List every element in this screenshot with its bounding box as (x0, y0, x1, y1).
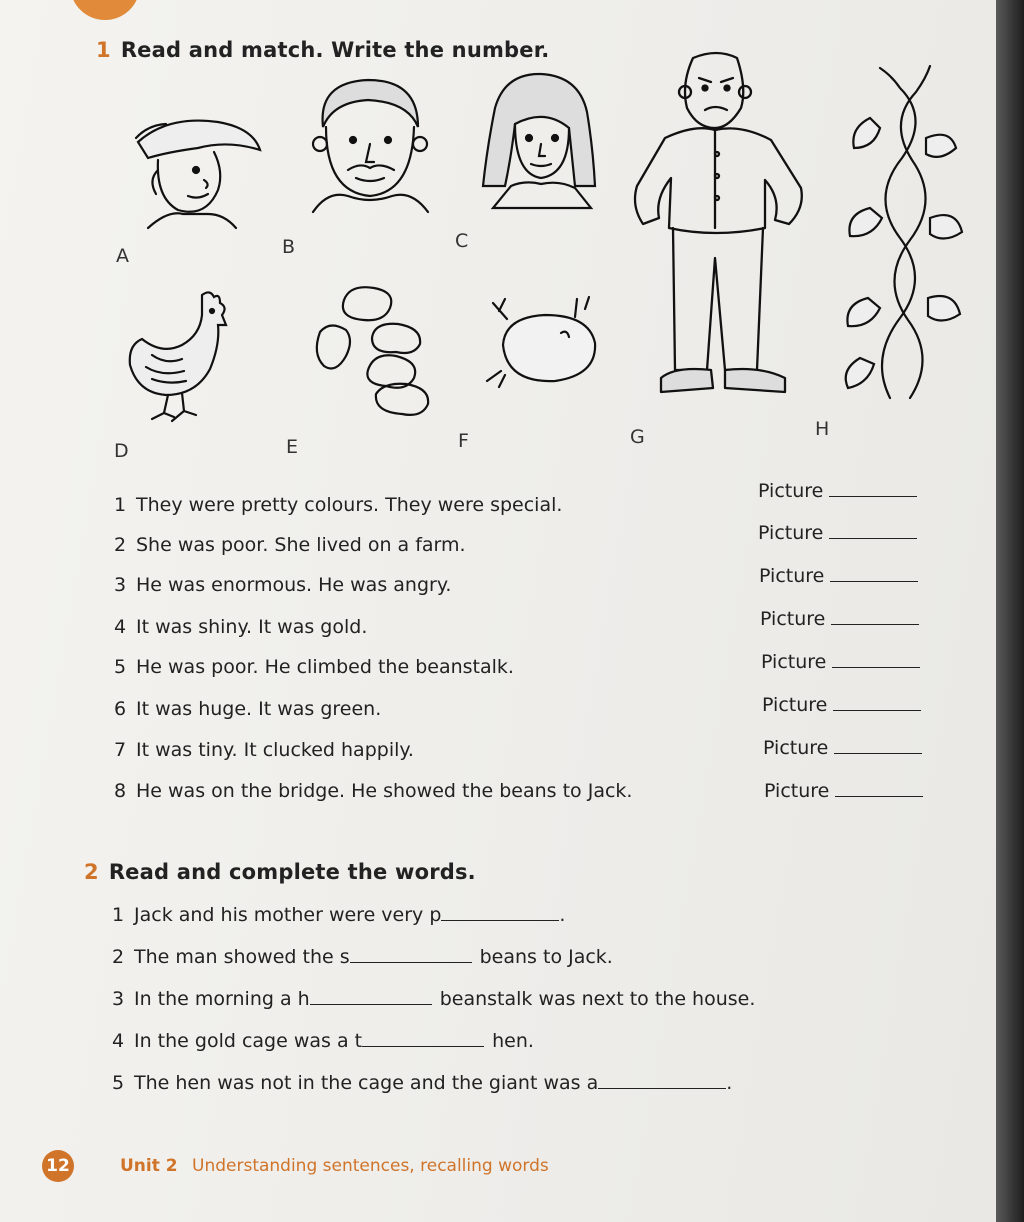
sentence-item: 1 They were pretty colours. They were special. (114, 494, 563, 516)
picture-answer: Picture (761, 651, 920, 673)
exercise-1-title: 1 Read and match. Write the number. (96, 38, 550, 62)
sentence-item: 3 He was enormous. He was angry. (114, 574, 452, 596)
answer-blank[interactable] (834, 739, 922, 754)
sentence-item: 8 He was on the bridge. He showed the beans to Jack. (114, 780, 633, 802)
completion-item: 4 In the gold cage was a t hen. (112, 1030, 534, 1052)
answer-blank[interactable] (832, 653, 920, 668)
unit-tab (70, 0, 140, 20)
answer-blank[interactable] (829, 482, 917, 497)
picture-answer: Picture (760, 608, 919, 630)
picture-label: A (116, 245, 129, 267)
sentence-item: 7 It was tiny. It clucked happily. (114, 739, 414, 761)
sentence-item: 2 She was poor. She lived on a farm. (114, 534, 466, 556)
picture-answer: Picture (758, 522, 917, 544)
picture-label: D (114, 440, 129, 462)
word-blank[interactable] (310, 990, 432, 1005)
completion-item: 1 Jack and his mother were very p . (112, 904, 566, 926)
answer-blank[interactable] (833, 696, 921, 711)
picture-answer: Picture (764, 780, 923, 802)
exercise-1-number: 1 (96, 38, 111, 62)
word-blank[interactable] (350, 948, 472, 963)
picture-answer: Picture (762, 694, 921, 716)
picture-label: C (455, 230, 469, 252)
picture-beanstalk (840, 58, 970, 403)
picture-label: H (815, 418, 830, 440)
picture-hen (122, 285, 237, 435)
answer-blank[interactable] (829, 524, 917, 539)
page-number-badge: 12 (42, 1150, 74, 1182)
completion-item: 5 The hen was not in the cage and the giant was a . (112, 1072, 733, 1094)
sentence-item: 6 It was huge. It was green. (114, 698, 382, 720)
sentence-item: 5 He was poor. He climbed the beanstalk. (114, 656, 514, 678)
picture-beans (310, 282, 440, 422)
word-blank[interactable] (362, 1032, 484, 1047)
picture-answer: Picture (759, 565, 918, 587)
picture-man-with-moustache (308, 72, 433, 222)
picture-label: B (282, 236, 296, 258)
picture-label: F (458, 430, 469, 452)
unit-label: Unit 2 (120, 1156, 178, 1176)
answer-blank[interactable] (831, 610, 919, 625)
unit-description: Understanding sentences, recalling words (192, 1156, 549, 1176)
sentence-item: 4 It was shiny. It was gold. (114, 616, 368, 638)
picture-answer: Picture (758, 480, 917, 502)
picture-label: G (630, 426, 645, 448)
picture-giant (625, 48, 815, 413)
picture-label: E (286, 436, 299, 458)
picture-answer: Picture (763, 737, 922, 759)
completion-item: 3 In the morning a h beanstalk was next to the house. (112, 988, 756, 1010)
word-blank[interactable] (441, 906, 559, 921)
exercise-2-title: 2 Read and complete the words. (84, 860, 476, 884)
picture-girl (475, 68, 605, 213)
answer-blank[interactable] (835, 782, 923, 797)
picture-golden-egg (485, 295, 605, 395)
completion-item: 2 The man showed the s beans to Jack. (112, 946, 613, 968)
word-blank[interactable] (598, 1074, 726, 1089)
exercise-2-number: 2 (84, 860, 99, 884)
page-edge-shadow (996, 0, 1024, 1222)
answer-blank[interactable] (830, 567, 918, 582)
picture-boy-with-hat (128, 110, 268, 230)
